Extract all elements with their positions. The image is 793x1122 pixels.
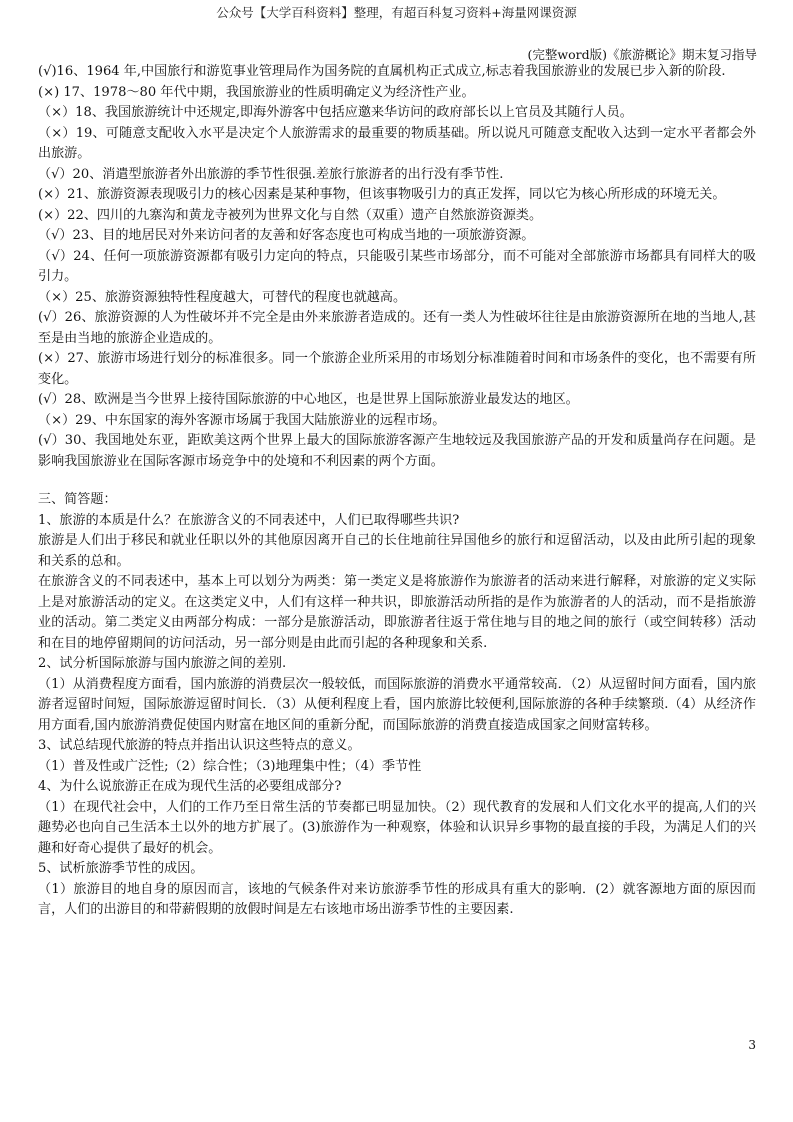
judgment-item: （√）20、消遣型旅游者外出旅游的季节性很强.差旅行旅游者的出行没有季节性. [38,166,504,182]
section-heading: 三、简答题： [38,492,117,507]
answer: （1）从消费程度方面看，国内旅游的消费层次一般较低，而国际旅游的消费水平通常较高．（2）从逗留时间方面看，国内旅游者逗留时间短，国际旅游逗留时间长．（3）从便利程度上看，国内旅游比较便利,国际旅游的各种手续繁琐.（4）从经济作用方面看,国内旅游消费促使国内财富在地区间的重新分配，而国际旅游的消费直接造成国家之间财富转移。 [38,676,756,733]
answer: （1）旅游目的地自身的原因而言，该地的气候条件对来访旅游季节性的形成具有重大的影响．(2）就客源地方面的原因而言，人们的出游目的和带薪假期的放假时间是左右该地市场出游季节性的主要因素. [38,881,756,917]
judgment-item: (√）26、旅游资源的人为性破坏并不完全是由外来旅游者造成的。还有一类人为性破坏往往是由旅游资源所在地的当地人,甚至是由当地的旅游企业造成的。 [38,310,756,346]
question: 3、试总结现代旅游的特点并指出认识这些特点的意义。 [38,738,361,753]
judgment-item: （√）23、目的地居民对外来访问者的友善和好客态度也可构成当地的一项旅游资源。 [38,228,535,243]
source-banner: 公众号【大学百科资料】整理，有超百科复习资料+海量网课资源 [216,5,577,20]
section-gap [38,472,756,490]
judgment-item: (×) 17、1978～80 年代中期，我国旅游业的性质明确定义为经济性产业。 [38,84,475,100]
judgment-item: （√）24、任何一项旅游资源都有吸引力定向的特点，只能吸引某些市场部分，而不可能对全部旅游市场都具有同样大的吸引力。 [38,248,756,284]
page-number: 3 [748,1038,756,1052]
judgment-item: (×）21、旅游资源表现吸引力的核心因素是某种事物，但该事物吸引力的真正发挥，同以它为核心所形成的环境无关。 [38,187,726,202]
document-title: (完整word版)《旅游概论》期末复习指导 [527,47,757,62]
judgment-item: (×）27、旅游市场进行划分的标准很多。同一个旅游企业所采用的市场划分标准随着时间和市场条件的变化，也不需要有所变化。 [38,351,756,387]
judgment-item: （×）25、旅游资源独特性程度越大，可替代的程度也就越高。 [38,289,407,305]
judgment-item: (√)16、1964 年,中国旅行和游览事业管理局作为国务院的直属机构正式成立,标志着我国旅游业的发展已步入新的阶段. [38,64,726,79]
page-content [38,62,756,921]
answer: （1）在现代社会中，人们的工作乃至日常生活的节奏都已明显加快。（2）现代教育的发展和人们文化水平的提高,人们的兴趣势必也向自己生活本土以外的地方扩展了。(3)旅游作为一种观察，体验和认识异乡事物的最直接的手段，为满足人们的兴趣和好奇心提供了最好的机会。 [38,799,756,856]
answer: 在旅游含义的不同表述中，基本上可以划分为两类：第一类定义是将旅游作为旅游者的活动来进行解释，对旅游的定义实际上是对旅游活动的定义。在这类定义中，人们有这样一种共识，即旅游活动所指的是作为旅游者的人的活动，而不是指旅游业的活动。第二类定义由两部分构成：一部分是旅游活动，即旅游者往返于常住地与目的地之间的旅行（或空间转移）活动和在目的地停留期间的访问活动，另一部分则是由此而引起的各种现象和关系. [38,574,756,651]
judgment-item: （×）18、我国旅游统计中还规定,即海外游客中包括应邀来华访问的政府部长以上官员及其随行人员。 [38,105,633,120]
answer: （1）普及性或广泛性;（2）综合性；（3)地理集中性；（4）季节性 [38,758,422,774]
judgment-item: （×）19、可随意支配收入水平是决定个人旅游需求的最重要的物质基础。所以说凡可随意支配收入达到一定水平者都会外出旅游。 [38,125,756,161]
question: 2、试分析国际旅游与国内旅游之间的差别. [38,656,287,671]
question: 5、试析旅游季节性的成因。 [38,861,204,876]
question: 1、旅游的本质是什么？在旅游含义的不同表述中，人们已取得哪些共识? [38,512,460,528]
judgment-item: (√）30、我国地处东亚，距欧美这两个世界上最大的国际旅游客源产生地较远及我国旅游产品的开发和质量尚存在问题。是影响我国旅游业在国际客源市场竞争中的处境和不利因素的两个方面。 [38,433,756,469]
answer: 旅游是人们出于移民和就业任职以外的其他原因离开自己的长住地前往异国他乡的旅行和逗留活动，以及由此所引起的现象和关系的总和。 [38,533,756,569]
judgment-item: (×）22、四川的九寨沟和黄龙寺被列为世界文化与自然（双重）遗产自然旅游资源类。 [38,207,543,223]
question: 4、为什么说旅游正在成为现代生活的必要组成部分? [38,779,342,794]
judgment-item: （×）29、中东国家的海外客源市场属于我国大陆旅游业的远程市场。 [38,412,446,428]
judgment-item: (√）28、欧洲是当今世界上接待国际旅游的中心地区，也是世界上国际旅游业最发达的地区。 [38,392,579,407]
